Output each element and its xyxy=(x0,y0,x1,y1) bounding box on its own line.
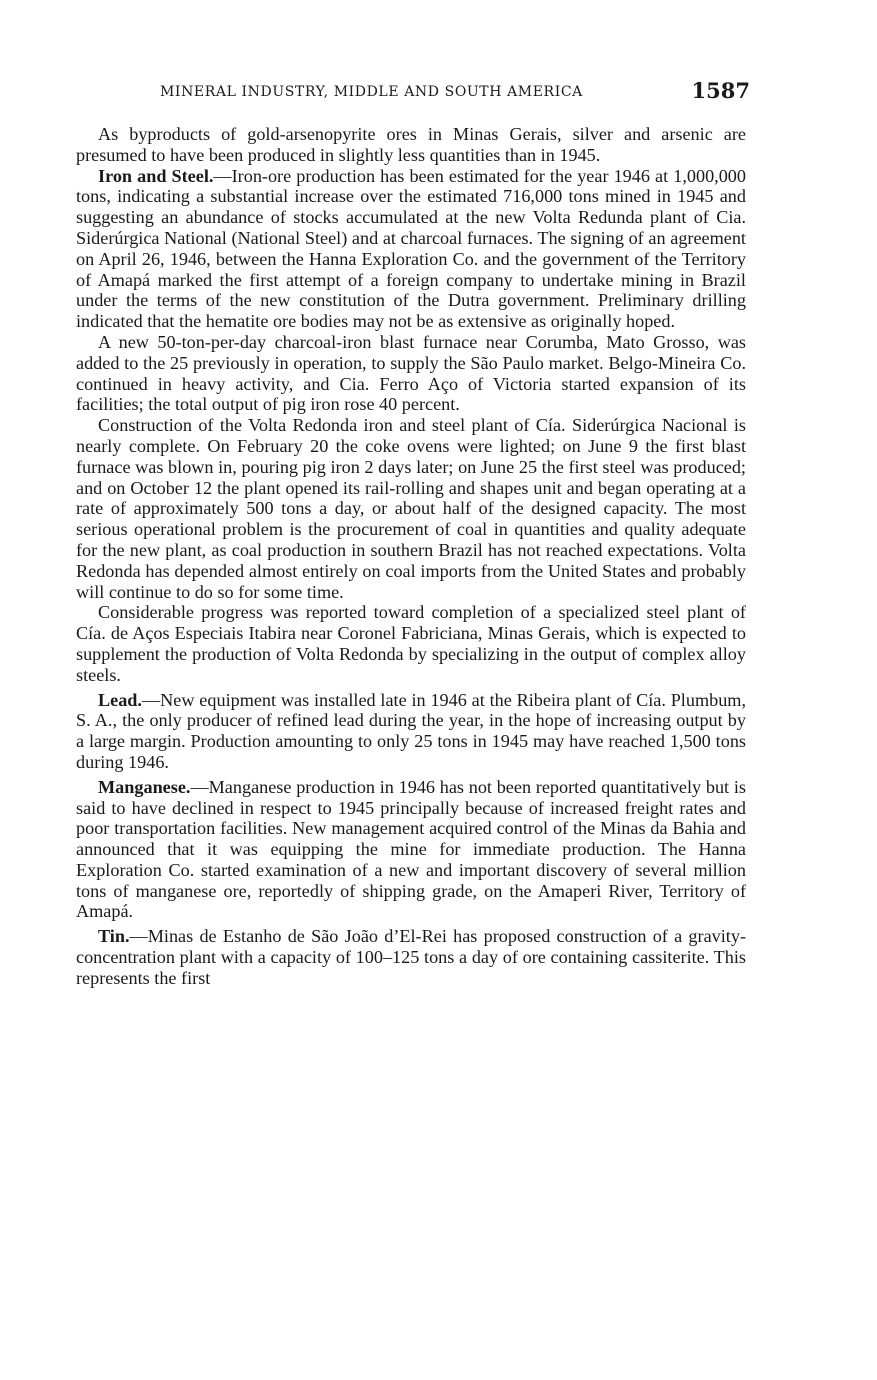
paragraph-volta-redonda xyxy=(76,415,746,602)
paragraph-text: —Iron-ore production has been estimated for the year 1946 at 1,000,000 tons, indicating a substantial increase over the estimated 716,000 tons mined in 1945 and suggesting an abundance of stocks accumulated at the new Volta Redunda plant of Cia. Siderúrgica National (National Steel) and at charcoal furnaces. The signing of an agreement on April 26, 1946, between the Hanna Exploration Co. and the government of the Territory of Amapá marked the first attempt of a foreign company to undertake mining in Brazil under the terms of the new constitution of the Dutra government. Preliminary drilling indicated that the hematite ore bodies may not be as extensive as originally hoped. xyxy=(76,165,746,332)
page-number: 1587 xyxy=(691,78,750,103)
paragraph-byproducts xyxy=(76,124,746,166)
section-lead-lead: Lead. xyxy=(98,689,142,710)
section-lead-tin: Tin. xyxy=(98,926,130,947)
paragraph-text: —Manganese production in 1946 has not been reported quantitatively but is said to have declined in respect to 1945 principally because of increased freight rates and poor transportation facilities. New management acquired control of the Minas da Bahia and announced that it was equipping the mine for immediate production. The Hanna Exploration Co. started examination of a new and important discovery of several million tons of manganese ore, reportedly of shipping grade, on the Amaperi River, Territory of Amapá. xyxy=(76,776,746,922)
paragraph-lead xyxy=(76,690,746,773)
paragraph-text: Considerable progress was reported toward completion of a specialized steel plant of Cía. de Aços Especiais Itabira near Coronel Fabriciana, Minas Gerais, which is expected to supplement the production of Volta Redonda by specializing in the output of complex alloy steels. xyxy=(76,602,746,685)
paragraph-tin xyxy=(76,926,746,988)
paragraph-text: Construction of the Volta Redonda iron and steel plant of Cía. Siderúrgica Nacional is nearly complete. On February 20 the coke ovens were lighted; on June 9 the first blast furnace was blown in, pouring pig iron 2 days later; on June 25 the first steel was produced; and on October 12 the plant opened its rail-rolling and shapes unit and began operating at a rate of approximately 500 tons a day, or about half of the designed capacity. The most serious operational problem is the procurement of coal in quantities and quality adequate for the new plant, as coal production in southern Brazil has not reached expectations. Volta Redonda has depended almost entirely on coal imports from the United States and probably will continue to do so for some time. xyxy=(76,415,746,602)
paragraph-iron-and-steel xyxy=(76,166,746,332)
paragraph-itabira xyxy=(76,602,746,685)
paragraph-text: A new 50-ton-per-day charcoal-iron blast furnace near Corumba, Mato Grosso, was added to the 25 previously in operation, to supply the São Paulo market. Belgo-Mineira Co. continued in heavy activity, and Cia. Ferro Aço of Victoria started expansion of its facilities; the total output of pig iron rose 40 percent. xyxy=(76,331,746,415)
running-head: MINERAL INDUSTRY, MIDDLE AND SOUTH AMERICA xyxy=(160,84,583,100)
paragraph-text: —Minas de Estanho de São João d’El-Rei has proposed construction of a gravity-concentration plant with a capacity of 100–125 tons a day of ore containing cassiterite. This represents the first xyxy=(76,926,746,988)
body-text xyxy=(76,124,746,989)
paragraph-manganese xyxy=(76,777,746,923)
page-header xyxy=(160,78,750,108)
section-lead-manganese: Manganese. xyxy=(98,776,191,797)
section-lead-iron-and-steel: Iron and Steel. xyxy=(98,165,214,186)
paragraph-blast-furnace xyxy=(76,332,746,415)
paragraph-text: As byproducts of gold-arsenopyrite ores in Minas Gerais, silver and arsenic are presumed to have been produced in slightly less quantities than in 1945. xyxy=(76,124,746,165)
paragraph-text: —New equipment was installed late in 1946 at the Ribeira plant of Cía. Plumbum, S. A., the only producer of refined lead during the year, in the hope of increasing output by a large margin. Production amounting to only 25 tons in 1945 may have reached 1,500 tons during 1946. xyxy=(76,689,746,772)
